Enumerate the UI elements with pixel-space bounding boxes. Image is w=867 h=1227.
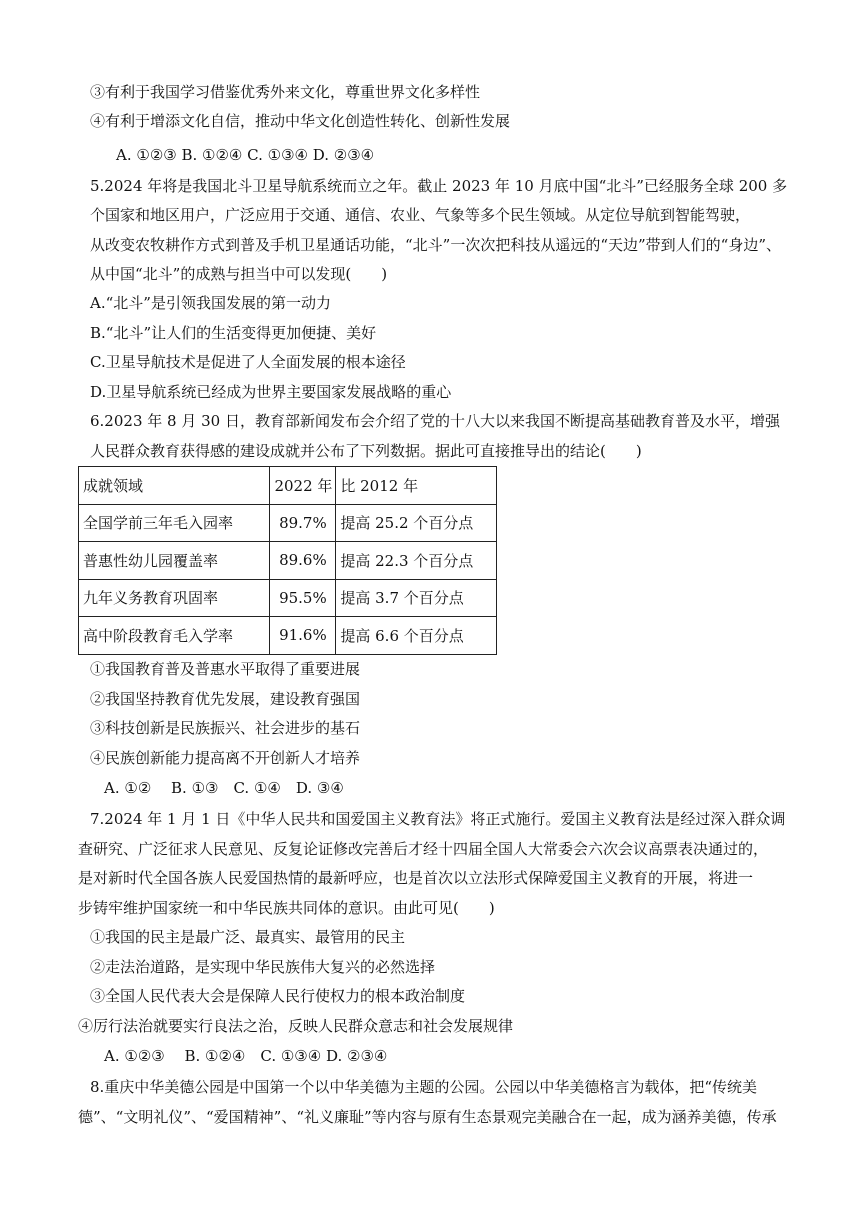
q7-item-4: ④厉行法治就要实行良法之治，反映人民群众意志和社会发展规律 — [78, 1017, 514, 1035]
q6-stem-line-2: 人民群众教育获得感的建设成就并公布了下列数据。据此可直接推导出的结论( ) — [90, 442, 642, 460]
q5-option-c: C.卫星导航技术是促进了人全面发展的根本途径 — [90, 353, 406, 371]
q8-stem-line-2: 德”、“文明礼仪”、“爱国精神”、“礼义廉耻”等内容与原有生态景观完美融合在一起，成为涵养美德，传承 — [78, 1108, 777, 1126]
q7-options: A. ①②③ B. ①②④ C. ①③④ D. ②③④ — [104, 1047, 388, 1065]
q6-item-2: ②我国坚持教育优先发展，建设教育强国 — [90, 690, 361, 708]
table-cell: 高中阶段教育毛入学率 — [79, 617, 270, 655]
table-cell: 提高 3.7 个百分点 — [336, 579, 497, 617]
q6-item-3: ③科技创新是民族振兴、社会进步的基石 — [90, 719, 361, 737]
q6-item-4: ④民族创新能力提高离不开创新人才培养 — [90, 749, 361, 767]
q7-stem-line-3: 是对新时代全国各族人民爱国热情的最新呼应，也是首次以立法形式保障爱国主义教育的开展，将进一 — [78, 869, 754, 887]
q5-stem-line-3: 从改变农牧耕作方式到普及手机卫星通话功能，“北斗”一次次把科技从遥远的“天边”带到人们的“身边”、 — [90, 236, 782, 254]
q5-stem-line-4: 从中国“北斗”的成熟与担当中可以发现( ) — [90, 265, 388, 283]
table-cell: 89.6% — [270, 542, 336, 580]
q7-item-3: ③全国人民代表大会是保障人民行使权力的根本政治制度 — [90, 987, 466, 1005]
table-header-row — [79, 467, 497, 505]
q4-options: A. ①②③ B. ①②④ C. ①③④ D. ②③④ — [116, 146, 375, 164]
q5-option-a: A.“北斗”是引领我国发展的第一动力 — [90, 294, 331, 312]
q6-data-table — [78, 466, 497, 655]
table-cell: 95.5% — [270, 579, 336, 617]
table-cell: 提高 25.2 个百分点 — [336, 504, 497, 542]
table-row — [79, 579, 497, 617]
table-header-cell: 成就领域 — [79, 467, 270, 505]
table-cell: 九年义务教育巩固率 — [79, 579, 270, 617]
table-row — [79, 504, 497, 542]
q6-stem-line-1: 6.2023 年 8 月 30 日，教育部新闻发布会介绍了党的十八大以来我国不断提高基础教育普及水平，增强 — [90, 412, 780, 430]
table-cell: 普惠性幼儿园覆盖率 — [79, 542, 270, 580]
table-cell: 89.7% — [270, 504, 336, 542]
table-header-cell: 2022 年 — [270, 467, 336, 505]
q4-item-3: ③有利于我国学习借鉴优秀外来文化，尊重世界文化多样性 — [90, 83, 481, 101]
q4-item-4: ④有利于增添文化自信，推动中华文化创造性转化、创新性发展 — [90, 112, 511, 130]
table-cell: 全国学前三年毛入园率 — [79, 504, 270, 542]
q6-options: A. ①② B. ①③ C. ①④ D. ③④ — [104, 779, 344, 797]
table-row — [79, 617, 497, 655]
table-cell: 提高 6.6 个百分点 — [336, 617, 497, 655]
table-header-cell: 比 2012 年 — [336, 467, 497, 505]
q7-stem-line-2: 查研究、广泛征求人民意见、反复论证修改完善后才经十四届全国人大常委会六次会议高票表决通过的， — [78, 840, 769, 858]
q7-item-2: ②走法治道路，是实现中华民族伟大复兴的必然选择 — [90, 958, 436, 976]
q7-stem-line-4: 步铸牢维护国家统一和中华民族共同体的意识。由此可见( ) — [78, 899, 495, 917]
q5-option-b: B.“北斗”让人们的生活变得更加便捷、美好 — [90, 324, 377, 342]
q8-stem-line-1: 8.重庆中华美德公园是中国第一个以中华美德为主题的公园。公园以中华美德格言为载体，把“传统美 — [90, 1078, 757, 1096]
q5-stem-line-1: 5.2024 年将是我国北斗卫星导航系统而立之年。截止 2023 年 10 月底中国“北斗”已经服务全球 200 多 — [90, 177, 788, 195]
q7-item-1: ①我国的民主是最广泛、最真实、最管用的民主 — [90, 928, 406, 946]
q7-stem-line-1: 7.2024 年 1 月 1 日《中华人民共和国爱国主义教育法》将正式施行。爱国主义教育法是经过深入群众调 — [90, 810, 786, 828]
q5-option-d: D.卫星导航系统已经成为世界主要国家发展战略的重心 — [90, 383, 452, 401]
table-row — [79, 542, 497, 580]
table-cell: 提高 22.3 个百分点 — [336, 542, 497, 580]
q5-stem-line-2: 个国家和地区用户，广泛应用于交通、通信、农业、气象等多个民生领域。从定位导航到智能驾驶， — [90, 206, 751, 224]
q6-item-1: ①我国教育普及普惠水平取得了重要进展 — [90, 660, 361, 678]
table-cell: 91.6% — [270, 617, 336, 655]
